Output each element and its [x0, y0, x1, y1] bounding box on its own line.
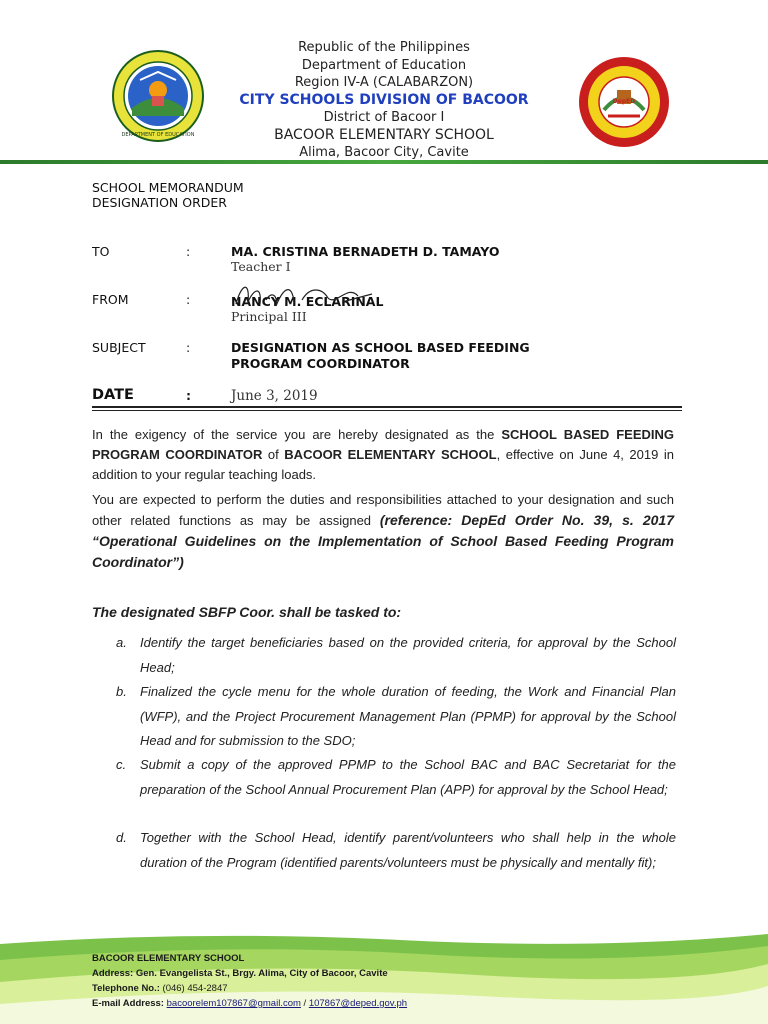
footer-email-link-1[interactable]: bacoorelem107867@gmail.com	[166, 998, 301, 1009]
school-seal-center-text: DepED	[612, 98, 636, 105]
from-colon: :	[186, 292, 191, 307]
subject-label: SUBJECT	[92, 340, 146, 355]
header-address: Alima, Bacoor City, Cavite	[299, 145, 469, 160]
header-division: CITY SCHOOLS DIVISION OF BACOOR	[239, 92, 529, 108]
date-value: June 3, 2019	[231, 388, 318, 404]
to-label: TO	[92, 244, 110, 259]
subject-line-2: PROGRAM COORDINATOR	[231, 356, 410, 371]
header-school: BACOOR ELEMENTARY SCHOOL	[274, 127, 494, 143]
footer-address: Address: Gen. Evangelista St., Brgy. Alima, City of Bacoor, Cavite	[92, 968, 388, 979]
task-item-b: b. Finalized the cycle menu for the whole duration of feeding, the Work and Financial Plan (WFP), and the Project Procurement Management Plan (PPMP) for approval by the School Head and for submission to the SDO;	[116, 684, 676, 748]
from-name: NANCY M. ECLARINAL	[231, 294, 384, 309]
subject-colon: :	[186, 340, 191, 355]
footer-email-link-2[interactable]: 107867@deped.gov.ph	[308, 998, 408, 1009]
header-green-rule	[0, 160, 768, 164]
from-title: Principal III	[231, 309, 307, 324]
header-republic: Republic of the Philippines	[298, 40, 470, 55]
to-name: MA. CRISTINA BERNADETH D. TAMAYO	[231, 244, 500, 259]
memo-type-1: SCHOOL MEMORANDUM	[92, 180, 244, 195]
footer-phone: Telephone No.: (046) 454-2847	[92, 983, 228, 994]
footer-school: BACOOR ELEMENTARY SCHOOL	[92, 953, 245, 964]
tasked-heading: The designated SBFP Coor. shall be tasked to:	[92, 604, 402, 620]
body-paragraph-2: You are expected to perform the duties and responsibilities attached to your designation and such other related functions as may be assigned (reference: DepEd Order No. 39, s. 2017 “Operational Guidelines on the Implementation of School Based Feeding Program Coordinator”)	[92, 492, 675, 570]
task-item-c: c. Submit a copy of the approved PPMP to the School BAC and BAC Secretariat for the preparation of the School Annual Procurement Plan (APP) for approval by the School Head;	[116, 757, 676, 797]
memo-type-2: DESIGNATION ORDER	[92, 195, 227, 210]
date-colon: :	[186, 388, 191, 403]
date-rule-thin	[92, 410, 682, 411]
to-title: Teacher I	[231, 259, 291, 274]
division-seal-text: DEPARTMENT OF EDUCATION	[121, 132, 195, 138]
task-item-d: d. Together with the School Head, identify parent/volunteers who shall help in the whole duration of the Program (identified parents/volunteers must be physically and mentally fit);	[116, 830, 676, 870]
body-paragraph-1: In the exigency of the service you are hereby designated as the SCHOOL BASED FEEDING PROGRAM COORDINATOR of BACOOR ELEMENTARY SCHOOL, effective on June 4, 2019 in addition to your regular teaching loads.	[92, 427, 674, 482]
task-item-a: a. Identify the target beneficiaries based on the provided criteria, for approval by the School Head;	[116, 635, 676, 675]
date-rule-thick	[92, 406, 682, 408]
header-region: Region IV-A (CALABARZON)	[294, 75, 474, 90]
subject-line-1: DESIGNATION AS SCHOOL BASED FEEDING	[231, 340, 530, 355]
header-district: District of Bacoor I	[323, 110, 445, 125]
to-colon: :	[186, 244, 191, 259]
header-department: Department of Education	[301, 58, 467, 73]
footer-band	[0, 920, 768, 1024]
principal-signature	[232, 276, 382, 316]
footer-email: E-mail Address: bacoorelem107867@gmail.com / 107867@deped.gov.ph	[92, 998, 408, 1009]
from-label: FROM	[92, 292, 129, 307]
date-label: DATE	[92, 387, 134, 403]
